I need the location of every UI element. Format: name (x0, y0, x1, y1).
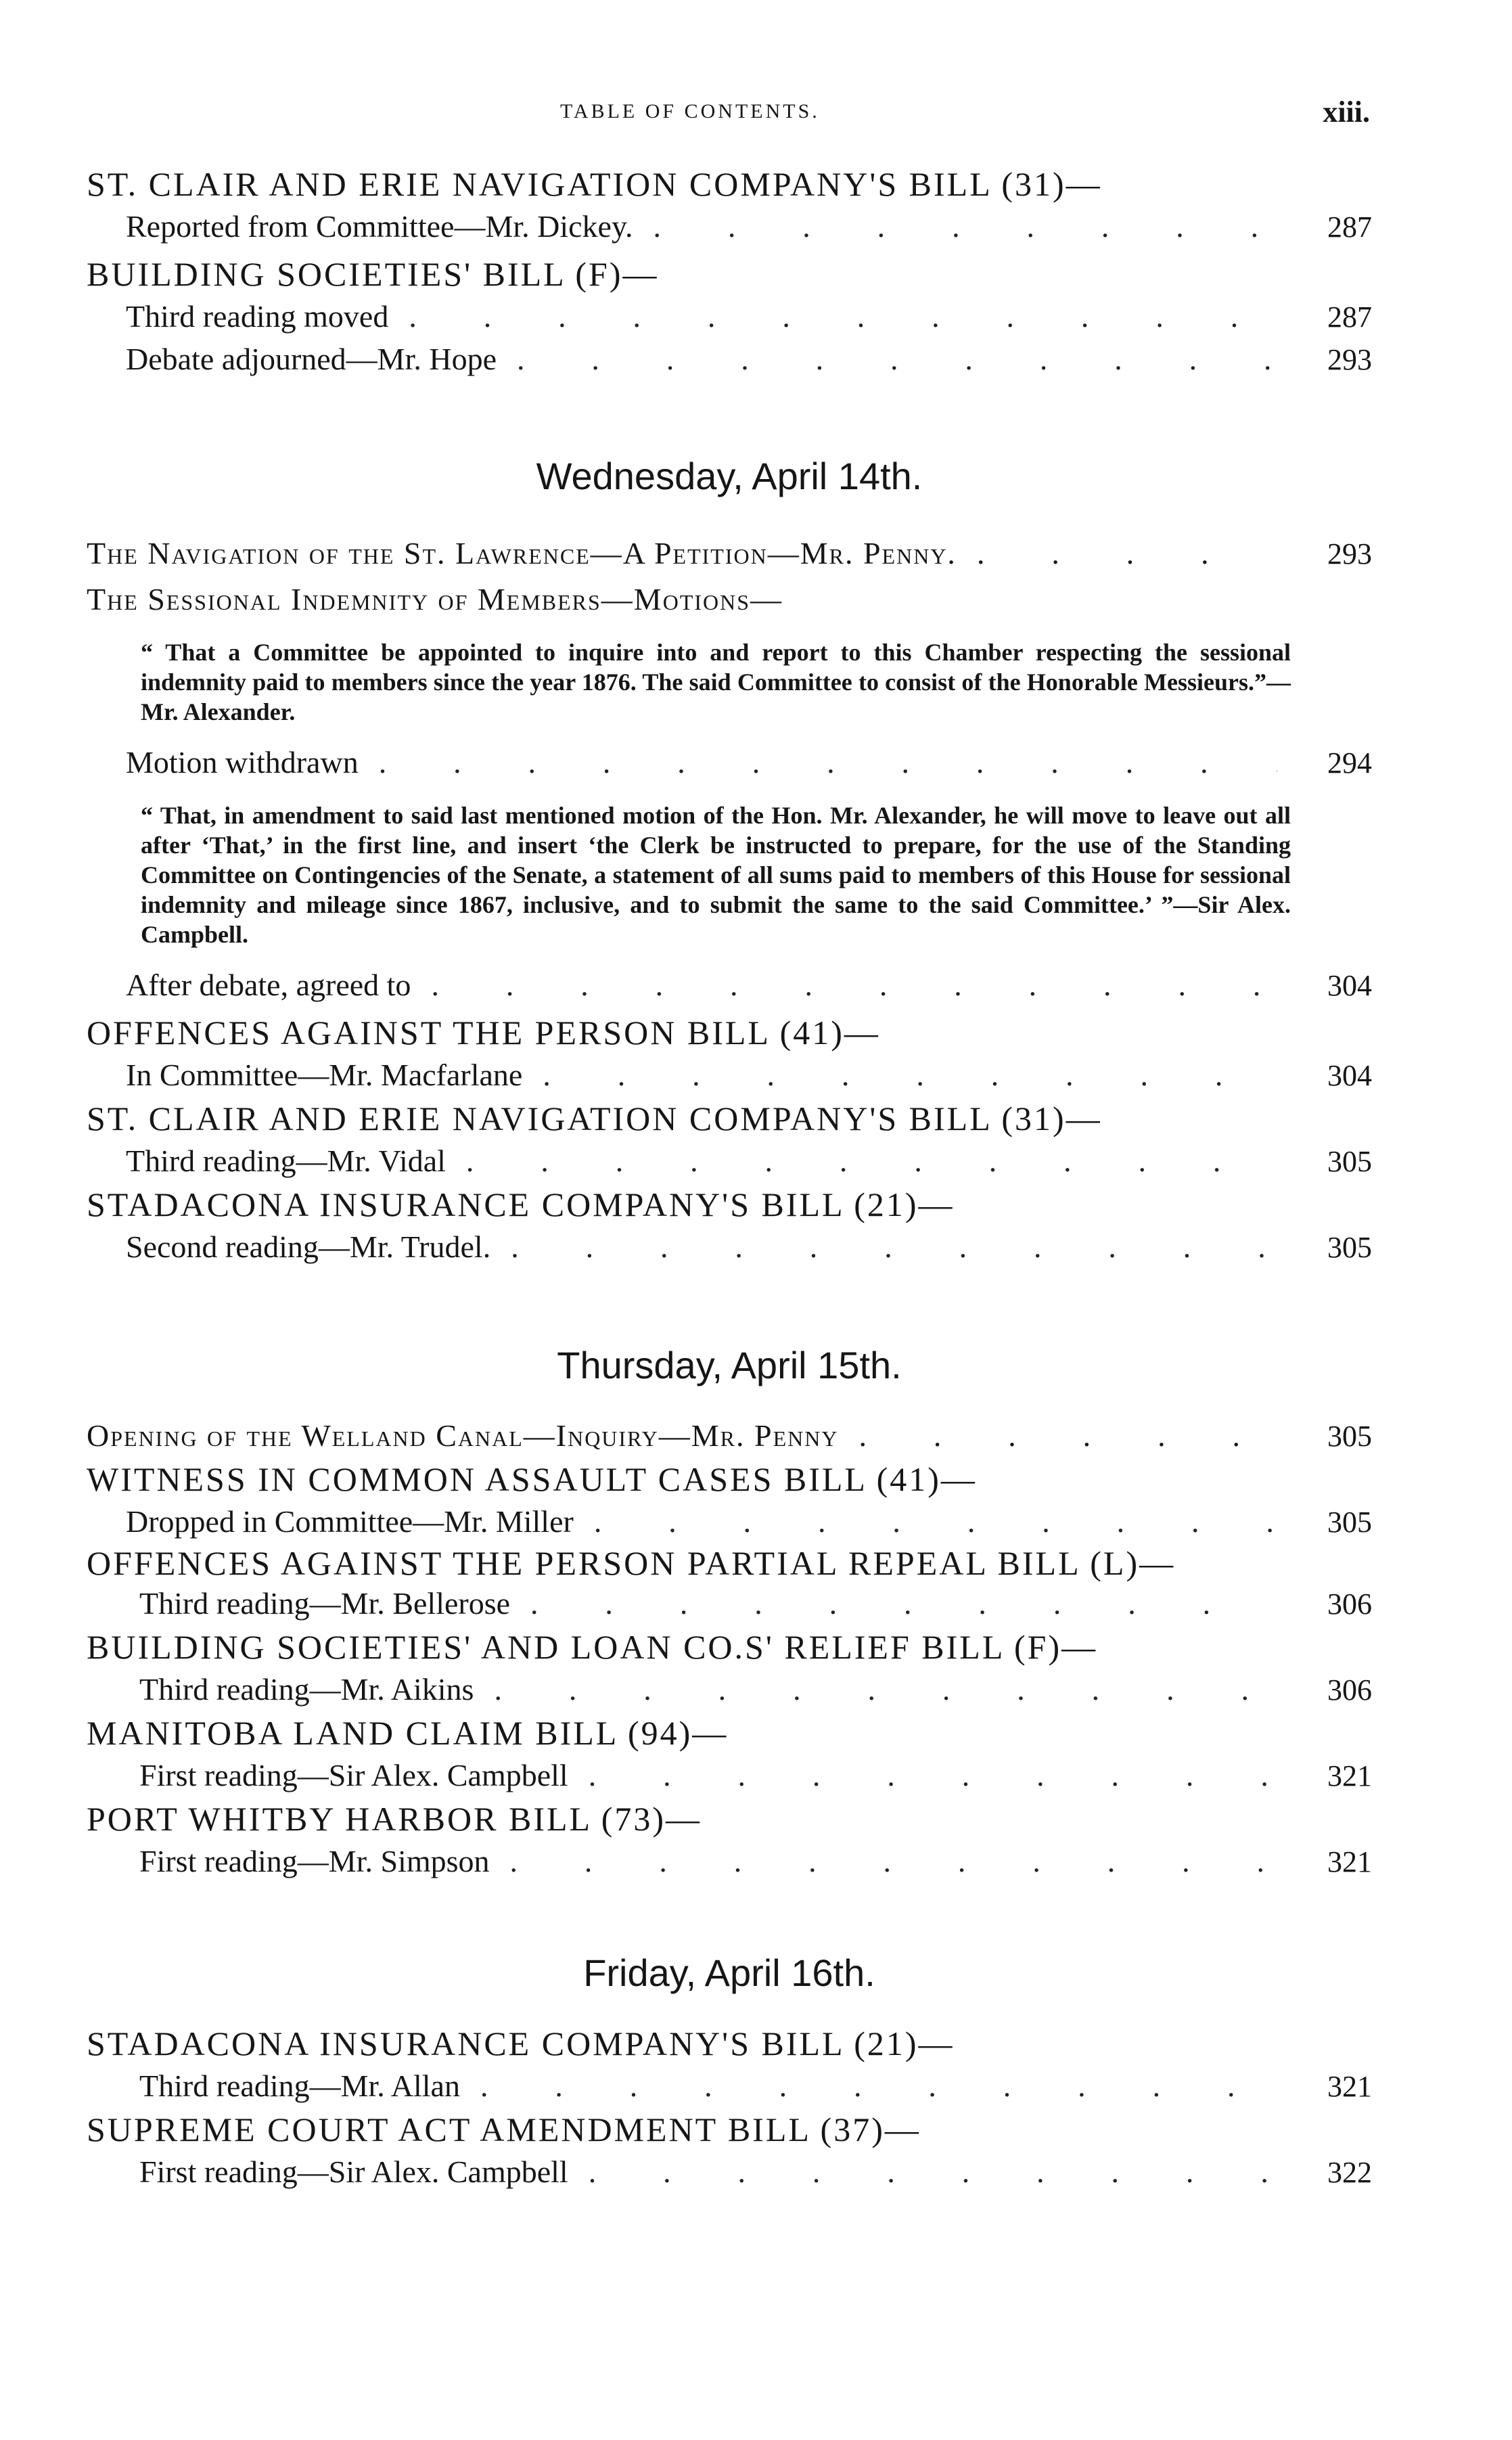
toc-entry (87, 2151, 1372, 2194)
leader-dots (589, 1755, 1277, 1797)
section-heading: WITNESS IN COMMON ASSAULT CASES BILL (41)— (87, 1460, 977, 1498)
leader-dots (510, 1840, 1277, 1882)
entry-label: Third reading—Mr. Aikins (139, 1672, 474, 1707)
section-witness-bill (87, 1458, 1372, 1543)
leader-dots (543, 1054, 1277, 1096)
entry-page: 321 (1327, 1759, 1372, 1792)
leader-dots (653, 206, 1277, 248)
section-heading: The Navigation of the St. Lawrence—A Petition—Mr. Penny. (87, 536, 957, 570)
leader-dots (594, 1501, 1277, 1543)
section-heading: BUILDING SOCIETIES' BILL (F)— (87, 255, 659, 293)
entry-label: Third reading—Mr. Vidal (126, 1144, 446, 1178)
section-whitby-bill (87, 1797, 1372, 1883)
toc-entry-welland-canal (87, 1414, 1372, 1458)
leader-dots (530, 1583, 1277, 1625)
section-heading: PORT WHITBY HARBOR BILL (73)— (87, 1800, 702, 1838)
section-heading: SUPREME COURT ACT AMENDMENT BILL (37)— (87, 2110, 921, 2148)
day-heading: Friday, April 16th. (583, 1951, 875, 1994)
entry-page: 305 (1327, 1145, 1372, 1178)
toc-entry (87, 1583, 1372, 1625)
leader-dots (409, 296, 1277, 338)
entry-label: Third reading—Mr. Bellerose (139, 1586, 511, 1621)
entry-page: 293 (1327, 343, 1372, 376)
entry-page: 287 (1327, 210, 1372, 244)
toc-entry (87, 1501, 1372, 1543)
toc-entry (87, 296, 1372, 338)
entry-page: 321 (1327, 2070, 1372, 2103)
entry-label: First reading—Sir Alex. Campbell (139, 2154, 568, 2189)
leader-dots (466, 1140, 1277, 1182)
day-heading: Thursday, April 15th. (557, 1344, 902, 1386)
section-stadacona-bill-third (87, 2022, 1372, 2108)
entry-label: Third reading moved (126, 299, 389, 334)
leader-dots (494, 1669, 1277, 1711)
section-stclair-bill (87, 162, 1372, 248)
entry-page: 304 (1327, 1059, 1372, 1092)
entry-label: Dropped in Committee—Mr. Miller (126, 1504, 574, 1539)
entry-label: Motion withdrawn (126, 745, 359, 780)
contents-list (87, 162, 1372, 2194)
page-number: xiii. (1323, 95, 1370, 129)
entry-page: 306 (1327, 1587, 1372, 1621)
leader-dots (511, 1226, 1277, 1268)
entry-label: Second reading—Mr. Trudel. (126, 1229, 491, 1264)
leader-dots (379, 742, 1277, 784)
entry-page: 293 (1327, 537, 1372, 570)
running-title: TABLE OF CONTENTS. (560, 100, 820, 122)
page-header (87, 95, 1370, 134)
day-heading: Wednesday, April 14th. (536, 455, 923, 497)
leader-dots (480, 2065, 1277, 2107)
entry-page: 322 (1327, 2156, 1372, 2189)
section-offences-repeal-bill (87, 1543, 1372, 1625)
section-sessional-indemnity (87, 578, 1372, 1007)
entry-label: First reading—Sir Alex. Campbell (139, 1758, 568, 1792)
section-heading: ST. CLAIR AND ERIE NAVIGATION COMPANY'S BILL (31)— (87, 165, 1102, 203)
section-heading: STADACONA INSURANCE COMPANY'S BILL (21)— (87, 2025, 955, 2062)
section-heading: BUILDING SOCIETIES' AND LOAN CO.S' RELIEF BILL (F)— (87, 1628, 1098, 1666)
section-offences-bill (87, 1011, 1372, 1097)
section-heading: OFFENCES AGAINST THE PERSON BILL (41)— (87, 1014, 880, 1052)
entry-label: First reading—Mr. Simpson (139, 1844, 490, 1878)
section-building-societies-bill (87, 252, 1372, 381)
entry-page: 305 (1327, 1506, 1372, 1539)
toc-entry (87, 964, 1372, 1007)
section-building-loan-bill (87, 1625, 1372, 1711)
section-heading: Opening of the Welland Canal—Inquiry—Mr. Penny (87, 1418, 839, 1453)
leader-dots (977, 535, 1277, 571)
section-heading: STADACONA INSURANCE COMPANY'S BILL (21)— (87, 1185, 955, 1223)
motion-quote: “ That a Committee be appointed to inquire into and report to this Chamber respecting the sessional indemnity paid to members since the year 1876. The said Committee to consist of the Honorable Messieurs.”—Mr. Alexander. (141, 639, 1291, 725)
section-heading: ST. CLAIR AND ERIE NAVIGATION COMPANY'S BILL (31)— (87, 1100, 1102, 1137)
toc-entry (87, 1226, 1372, 1269)
section-stclair-bill-third (87, 1097, 1372, 1183)
amendment-quote: “ That, in amendment to said last mentioned motion of the Hon. Mr. Alexander, he will move to leave out all after ‘That,’ in the first line, and insert ‘the Clerk be instructed to prepare, for the use of the Standing Committee on Contingencies of the Senate, a statement of all sums paid to members of this House for sessional indemnity and mileage since 1867, inclusive, and to submit the same to the said Committee.’ ”—Sir Alex. Campbell. (141, 802, 1291, 948)
section-heading: MANITOBA LAND CLAIM BILL (94)— (87, 1714, 729, 1752)
toc-entry (87, 1140, 1372, 1183)
section-stadacona-bill (87, 1183, 1372, 1269)
toc-entry (87, 338, 1372, 381)
entry-label: After debate, agreed to (126, 968, 411, 1002)
toc-entry (87, 742, 1372, 784)
entry-page: 305 (1327, 1420, 1372, 1453)
entry-label: Reported from Committee—Mr. Dickey. (126, 209, 633, 244)
section-heading: OFFENCES AGAINST THE PERSON PARTIAL REPEAL BILL (L)— (87, 1544, 1176, 1582)
entry-label: In Committee—Mr. Macfarlane (126, 1058, 523, 1092)
entry-page: 287 (1327, 300, 1372, 334)
leader-dots (589, 2151, 1277, 2193)
toc-entry (87, 1054, 1372, 1097)
entry-page: 321 (1327, 1845, 1372, 1878)
entry-page: 306 (1327, 1673, 1372, 1707)
leader-dots (431, 964, 1277, 1006)
toc-entry-navigation-petition (87, 532, 1372, 575)
toc-entry (87, 2065, 1372, 2108)
section-manitoba-bill (87, 1711, 1372, 1797)
entry-label: Third reading—Mr. Allan (139, 2069, 460, 2103)
section-heading: The Sessional Indemnity of Members—Motions— (87, 582, 783, 616)
leader-dots (517, 338, 1277, 380)
entry-label: Debate adjourned—Mr. Hope (126, 342, 497, 376)
toc-entry (87, 206, 1372, 248)
toc-entry (87, 1840, 1372, 1883)
leader-dots (858, 1418, 1277, 1453)
toc-entry (87, 1669, 1372, 1711)
toc-entry (87, 1755, 1372, 1797)
section-supreme-court-bill (87, 2108, 1372, 2194)
entry-page: 294 (1327, 746, 1372, 780)
entry-page: 305 (1327, 1231, 1372, 1264)
entry-page: 304 (1327, 969, 1372, 1002)
